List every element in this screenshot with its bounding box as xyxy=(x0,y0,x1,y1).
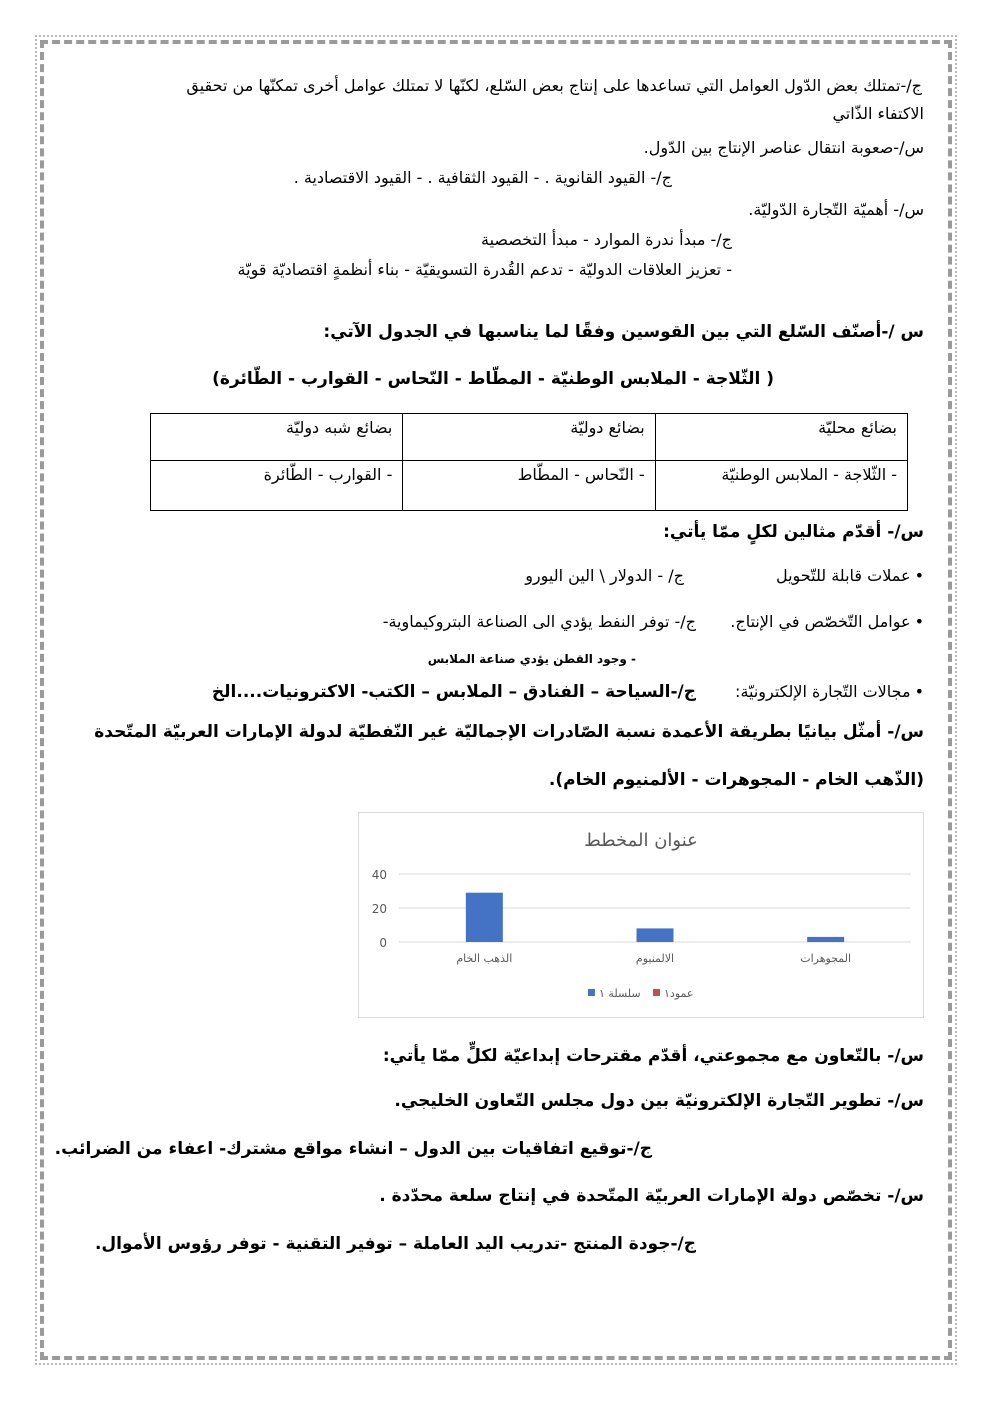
bar xyxy=(466,893,503,942)
chart-svg xyxy=(359,813,923,1017)
q5-item1-answer: ج/ - الدولار \ الين اليورو xyxy=(525,566,684,585)
x-tick-label: المجوهرات xyxy=(800,952,852,965)
q7-answer-b: ج/-جودة المنتج -تدريب اليد العاملة – توفير التقنية - توفر رؤوس الأموال. xyxy=(94,1234,696,1254)
q4-items: ( الثّلاجة - الملابس الوطنيّة - المطّاط - النّحاس - القوارب - الطّائرة) xyxy=(212,369,774,389)
x-tick-label: الذهب الخام xyxy=(456,952,513,965)
q1-answer-line1: ج/-تمتلك بعض الدّول العوامل التي تساعدها على إنتاج بعض السّلع، لكنّها لا تمتلك عوامل أخرى تمكنّها من تحقيق xyxy=(186,76,922,95)
legend-swatch xyxy=(588,989,595,996)
legend-label: عمود١ xyxy=(664,987,694,1000)
y-tick-label: 0 xyxy=(379,936,387,950)
classification-table xyxy=(150,413,908,511)
q1-answer-line2: الاكتفاء الذّاتي xyxy=(832,104,924,123)
q7-question-b: س/- تخصّص دولة الإمارات العربيّة المتّحدة في إنتاج سلعة محدّدة . xyxy=(379,1186,924,1206)
q2-answer: ج/- القيود القانوية . - القيود الثقافية . - القيود الاقتصادية . xyxy=(293,168,672,187)
table-header-cell: بضائع دوليّة xyxy=(403,414,655,461)
table-row xyxy=(151,461,908,511)
chart-title: عنوان المخطط xyxy=(584,830,698,851)
bar-chart xyxy=(358,812,924,1018)
q5-item2-extra: - وجود القطن يؤدي صناعة الملابس xyxy=(427,652,636,666)
y-tick-label: 20 xyxy=(371,902,387,916)
table-cell: - الثّلاجة - الملابس الوطنيّة xyxy=(655,461,907,511)
q6-items: (الذّهب الخام - المجوهرات - الألمنيوم الخام). xyxy=(548,770,924,790)
q7-answer-a: ج/-توقيع اتفاقيات بين الدول – انشاء مواقع مشترك- اعفاء من الضرائب. xyxy=(54,1139,652,1159)
legend-label: سلسلة ١ xyxy=(599,987,641,1000)
q7-intro: س/- بالتّعاون مع مجموعتي، أقدّم مقترحات إبداعيّة لكلٍّ ممّا يأتي: xyxy=(382,1046,924,1066)
table-header-row xyxy=(151,414,908,461)
q7-question-a: س/- تطوير التّجارة الإلكترونيّة بين دول مجلس التّعاون الخليجي. xyxy=(394,1091,924,1111)
q3-answer-line1: ج/- مبدأ ندرة الموارد - مبدأ التخصصية xyxy=(481,230,732,249)
legend-swatch xyxy=(653,989,660,996)
q5-question: س/- أقدّم مثالين لكلٍ ممّا يأتي: xyxy=(663,522,924,542)
table-header-cell: بضائع محليّة xyxy=(655,414,907,461)
x-tick-label: الالمنيوم xyxy=(635,952,675,965)
bar xyxy=(807,937,844,942)
q4-question: س /-أصنّف السّلع التي بين القوسين وفقًا لما يناسبها في الجدول الآتي: xyxy=(323,322,924,342)
q6-question: س/- أمثّل بيانيًا بطريقة الأعمدة نسبة الصّادرات الإجماليّة غير النّفطيّة لدولة الإمارات العربيّة المتّحدة xyxy=(94,722,924,742)
y-tick-label: 40 xyxy=(371,868,387,882)
table-cell: - النّحاس - المطّاط xyxy=(403,461,655,511)
q3-question: س/- أهميّة التّجارة الدّوليّة. xyxy=(748,200,924,219)
q5-item2-answer: ج/- توفر النفط يؤدي الى الصناعة البتروكيماوية- xyxy=(382,612,696,631)
table-header-cell: بضائع شبه دوليّة xyxy=(151,414,403,461)
q5-item2-label: • عوامل التّخصّص في الإنتاج. xyxy=(730,612,924,631)
q3-answer-line2: - تعزيز العلاقات الدوليّة - تدعم القُدرة التسويقيّة - بناء أنظمةٍ اقتصاديّة قويّة xyxy=(237,260,732,279)
table-cell: - القوارب - الطّائرة xyxy=(151,461,403,511)
q5-item3-answer: ج/-السياحة – الفنادق – الملابس – الكتب- الاكترونيات....الخ xyxy=(211,682,696,702)
bar xyxy=(637,928,674,942)
q2-question: س/-صعوبة انتقال عناصر الإنتاج بين الدّول. xyxy=(643,138,924,157)
q5-item3-label: • مجالات التّجارة الإلكترونيّة: xyxy=(735,682,924,701)
q5-item1-label: • عملات قابلة للتّحويل xyxy=(776,566,924,585)
